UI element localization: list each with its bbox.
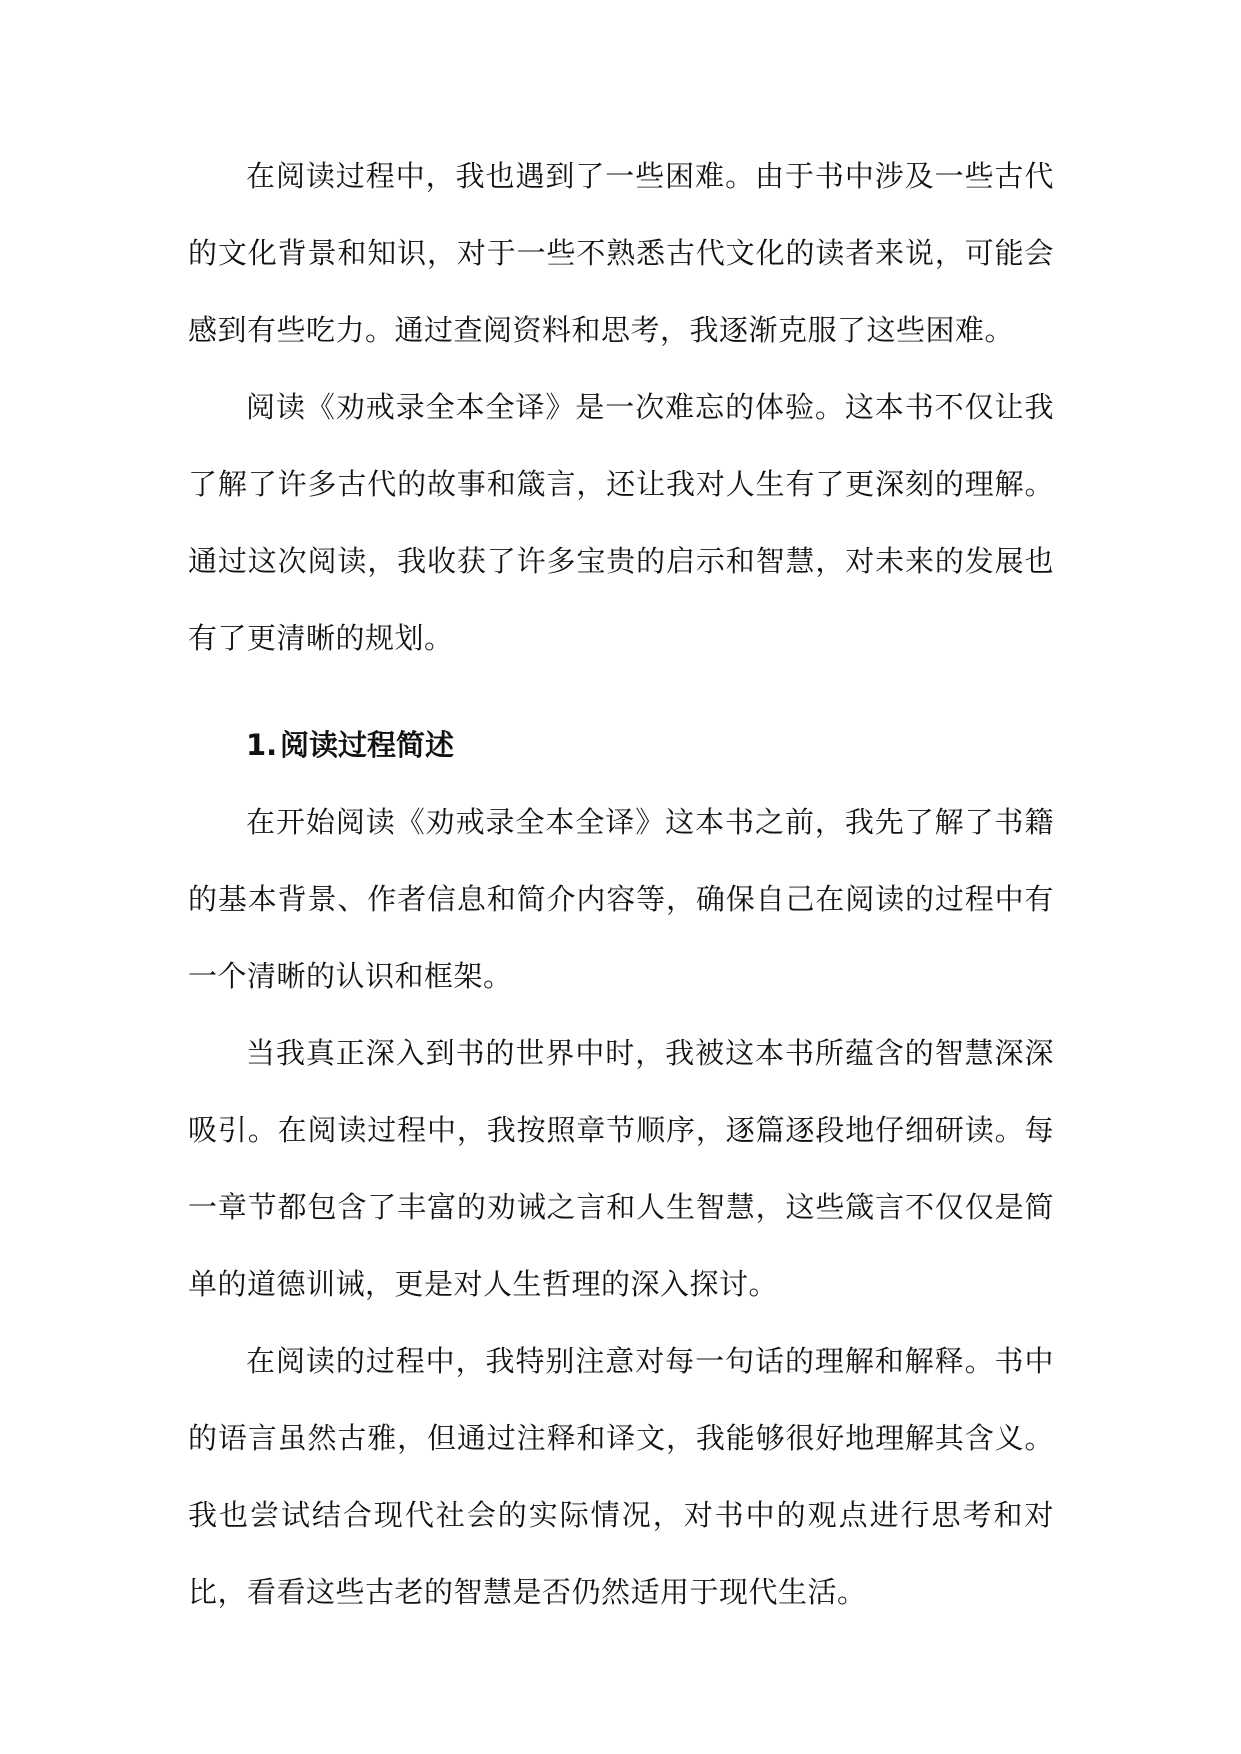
paragraph-interpretation: 在阅读的过程中，我特别注意对每一句话的理解和解释。书中的语言虽然古雅，但通过注释和译文，我能够很好地理解其含义。我也尝试结合现代社会的实际情况，对书中的观点进行思考和对比，看看这些古老的智慧是否仍然适用于现代生活。	[188, 1344, 1054, 1609]
paragraph-deep-reading: 当我真正深入到书的世界中时，我被这本书所蕴含的智慧深深吸引。在阅读过程中，我按照章节顺序，逐篇逐段地仔细研读。每一章节都包含了丰富的劝诫之言和人生智慧，这些箴言不仅仅是简单的道德训诫，更是对人生哲理的深入探讨。	[188, 1036, 1054, 1301]
section-title: 阅读过程简述	[280, 728, 455, 762]
document-body	[188, 138, 1054, 1631]
paragraph-difficulties: 在阅读过程中，我也遇到了一些困难。由于书中涉及一些古代的文化背景和知识，对于一些不熟悉古代文化的读者来说，可能会感到有些吃力。通过查阅资料和思考，我逐渐克服了这些困难。	[188, 159, 1054, 347]
section-heading	[188, 707, 1054, 784]
paragraph-reading-experience: 阅读《劝戒录全本全译》是一次难忘的体验。这本书不仅让我了解了许多古代的故事和箴言，还让我对人生有了更深刻的理解。通过这次阅读，我收获了许多宝贵的启示和智慧，对未来的发展也有了更清晰的规划。	[188, 390, 1054, 655]
paragraph-preparation: 在开始阅读《劝戒录全本全译》这本书之前，我先了解了书籍的基本背景、作者信息和简介内容等，确保自己在阅读的过程中有一个清晰的认识和框架。	[188, 805, 1054, 993]
section-number: 1.	[246, 728, 278, 762]
